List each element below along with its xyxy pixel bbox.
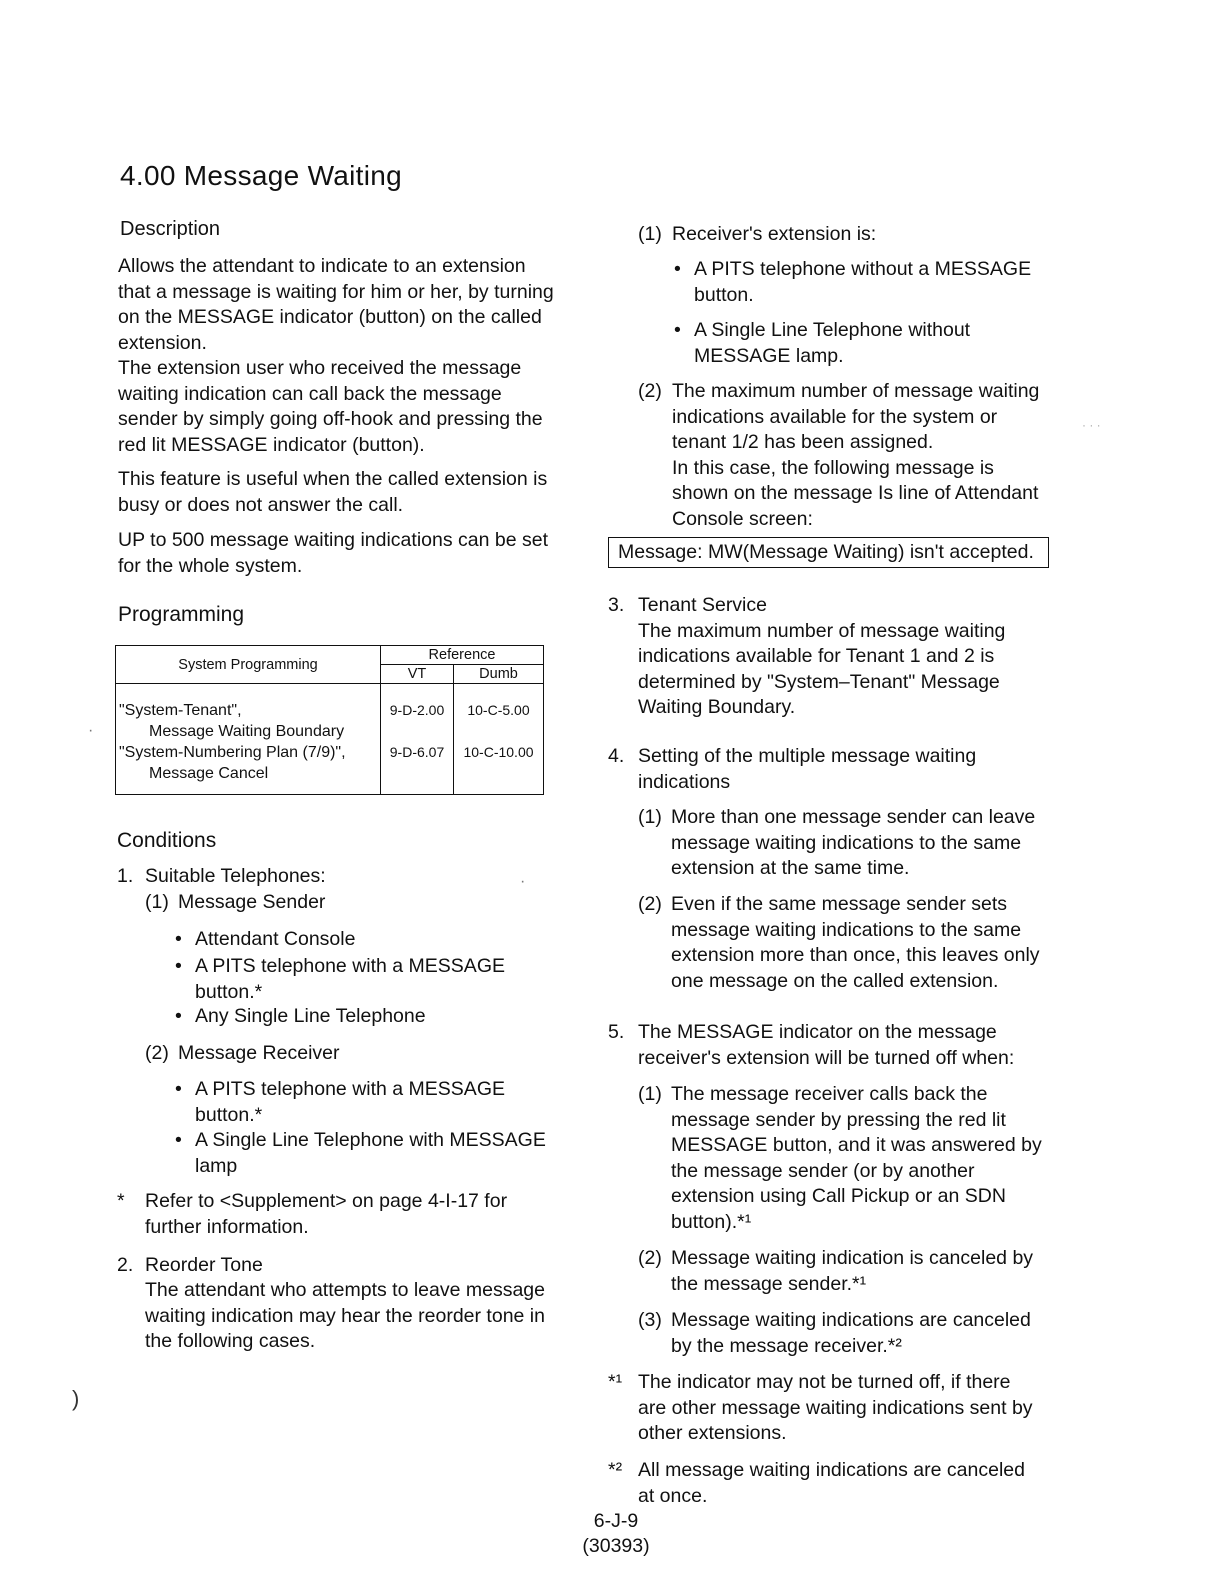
text-line: message sender by pressing the red lit [671,1108,1006,1131]
text-line: A PITS telephone with a MESSAGE [195,955,505,977]
bullet-icon: • [674,319,681,341]
text-line: Message waiting indication is canceled by [671,1247,1034,1269]
error-message-box: Message: MW(Message Waiting) isn't accepted. [608,537,1049,568]
text-line: are other message waiting indications sent by [638,1396,1033,1419]
text-line: on the MESSAGE indicator (button) on the called [118,306,542,328]
text-line: one message on the called extension. [671,969,999,992]
bullet-text [694,257,1031,308]
bullet-text [195,927,355,953]
item5-num: 5. [608,1021,625,1043]
text-line: More than one message sender can leave [671,806,1036,828]
item5-sub2-num: (2) [638,1247,662,1269]
case2-num: (2) [638,380,662,402]
text-line: indications available for Tenant 1 and 2 is [638,645,995,667]
text-line: The message receiver calls back the [671,1083,988,1105]
text-line: waiting indication may hear the reorder tone in [145,1304,545,1327]
text-line: Even if the same message sender sets [671,893,1008,915]
document-code: (30393) [582,1535,650,1557]
col-system-programming: System Programming [116,646,381,684]
text-line: UP to 500 message waiting indications can be set [118,529,548,551]
text-line: The maximum number of message waiting [672,380,1040,402]
item4-sub1-text [671,805,1035,882]
bullet-text [195,954,505,1005]
text-line: message waiting indications to the same [671,918,1022,941]
item5-sub3-num: (3) [638,1309,662,1331]
text-line: the message sender.*¹ [671,1272,867,1295]
text-line: extension using Call Pickup or an SDN [671,1185,1006,1207]
text-line: Allows the attendant to indicate to an extension [118,255,526,277]
text-line: by the message receiver.*² [671,1334,902,1357]
bullet-icon: • [674,258,681,280]
text-line: MESSAGE lamp. [694,344,844,367]
row1-vt: 9-D-2.00 [389,702,445,718]
row2-vt: 9-D-6.07 [389,744,445,760]
item3-text [638,593,1005,721]
item4-sub2-text [671,892,1040,994]
cond2-text [145,1278,545,1355]
page-number: 6-J-9 [593,1510,639,1532]
text-line: receiver's extension will be turned off when: [638,1046,1015,1069]
text-line: button).*¹ [671,1210,752,1233]
item4-text [638,744,976,795]
scan-speck: · [88,722,94,739]
conditions-heading: Conditions [117,829,217,852]
bullet-icon: • [175,955,182,977]
bullet-icon: • [175,1005,182,1027]
bullet-text [195,1077,505,1128]
footnote-2 [638,1458,1025,1509]
text-line: further information. [145,1215,309,1238]
row1-system-line2: Message Waiting Boundary [149,723,345,740]
page-title: 4.00 Message Waiting [120,160,402,191]
text-line: The indicator may not be turned off, if there [638,1371,1011,1393]
text-line: indications [638,770,731,793]
text-line: red lit MESSAGE indicator (button). [118,433,425,456]
bullet-icon: • [175,928,182,950]
text-line: at once. [638,1484,708,1507]
text-line: A PITS telephone without a MESSAGE [694,258,1032,280]
text-line: A Single Line Telephone with MESSAGE [195,1129,546,1151]
text-line: button.* [195,980,263,1003]
col-dumb: Dumb [454,665,544,684]
footnote-2-mark: *² [608,1459,623,1481]
cond2-num: 2. [117,1254,134,1276]
text-line: The attendant who attempts to leave message [145,1279,545,1301]
text-line: extension. [118,331,207,354]
footnote-1 [638,1370,1033,1447]
receiver-bullet-2 [175,1128,546,1179]
description-para-3 [118,528,548,579]
text-line: All message waiting indications are canceled [638,1459,1025,1481]
text-line: indications available for the system or [672,405,998,428]
text-line: sender by simply going off-hook and pressing the [118,408,543,430]
text-line: for the whole system. [118,554,303,577]
item3-num: 3. [608,594,625,616]
footnote-1-mark: *¹ [608,1371,623,1393]
text-line: busy or does not answer the call. [118,493,404,516]
sender-bullet-2 [175,954,505,1005]
item4-sub2-num: (2) [638,893,662,915]
scan-artifact: ) [72,1386,80,1411]
receiver-num: (2) [145,1042,169,1064]
programming-heading: Programming [118,603,245,626]
text-line: Setting of the multiple message waiting [638,745,977,767]
text-line: other extensions. [638,1422,787,1444]
item5-text [638,1020,1014,1071]
item5-sub2-text [671,1246,1033,1297]
cond1-note-mark: * [117,1190,125,1212]
row2-system-line1: "System-Numbering Plan (7/9)", [119,744,346,761]
case2-text [672,379,1039,532]
row2-dumb: 10-C-10.00 [463,744,534,760]
table-dumb-cell [454,684,544,795]
text-line: Message waiting indications are canceled [671,1309,1031,1331]
text-line: The maximum number of message waiting [638,619,1006,642]
receiver-bullet-1 [175,1077,505,1128]
text-line: Console screen: [672,507,813,530]
bullet-icon: • [175,1078,182,1100]
text-line: determined by "System–Tenant" Message [638,670,1000,693]
text-line: waiting indication can call back the message [118,382,502,405]
col-vt: VT [381,665,454,684]
item5-sub1-num: (1) [638,1083,662,1105]
text-line: shown on the message Is line of Attendant [672,482,1039,504]
text-line: A Single Line Telephone without [694,319,971,341]
text-line: that a message is waiting for him or her, by turning [118,280,554,303]
row1-system-line1: "System-Tenant", [119,702,242,719]
text-line: The extension user who received the message [118,357,522,379]
text-line: This feature is useful when the called extension is [118,468,548,490]
text-line: Tenant Service [638,594,767,616]
text-line: A PITS telephone with a MESSAGE [195,1078,505,1100]
cond1-label: Suitable Telephones: [145,865,326,887]
bullet-text [195,1004,426,1030]
case1-bullet-1 [674,257,1031,308]
text-line: extension at the same time. [671,857,910,879]
row1-dumb: 10-C-5.00 [467,702,530,718]
cond1-note [145,1189,507,1240]
bullet-text [694,318,970,369]
table-vt-cell [381,684,454,795]
text-line: Refer to <Supplement> on page 4-I-17 for [145,1190,508,1212]
text-line: tenant 1/2 has been assigned. [672,431,934,453]
text-line: button. [694,283,754,306]
cond2-label: Reorder Tone [145,1254,263,1276]
text-line: extension more than once, this leaves only [671,944,1040,966]
text-line: button.* [195,1103,263,1126]
bullet-text [195,1128,546,1179]
text-line: MESSAGE button, and it was answered by [671,1134,1042,1156]
text-line: The MESSAGE indicator on the message [638,1021,997,1043]
text-line: Attendant Console [195,928,356,950]
cond1-num: 1. [117,865,134,887]
scan-speck: · · · [1082,418,1101,432]
sender-bullet-1 [175,927,355,953]
row2-system-line2: Message Cancel [149,765,269,782]
sender-bullet-3 [175,1004,426,1030]
text-line: message waiting indications to the same [671,831,1022,854]
programming-table [115,645,544,795]
text-line: Waiting Boundary. [638,696,796,718]
bullet-icon: • [175,1129,182,1151]
item5-sub3-text [671,1308,1031,1359]
text-line: the following cases. [145,1330,316,1352]
scan-speck: · [520,873,526,890]
table-row-system-cell [116,684,381,795]
description-para-2 [118,467,547,518]
text-line: Any Single Line Telephone [195,1005,426,1027]
item4-num: 4. [608,745,625,767]
sender-label: Message Sender [178,891,326,913]
item4-sub1-num: (1) [638,806,662,828]
text-line: In this case, the following message is [672,456,994,479]
col-reference: Reference [381,646,544,665]
description-para-1 [118,254,554,458]
text-line: lamp [195,1154,238,1177]
receiver-label: Message Receiver [178,1042,340,1064]
case1-num: (1) [638,223,662,245]
case1-label: Receiver's extension is: [672,223,877,245]
text-line: the message sender (or by another [671,1159,975,1182]
case1-bullet-2 [674,318,970,369]
item5-sub1-text [671,1082,1042,1235]
description-heading: Description [120,218,221,240]
sender-num: (1) [145,891,169,913]
